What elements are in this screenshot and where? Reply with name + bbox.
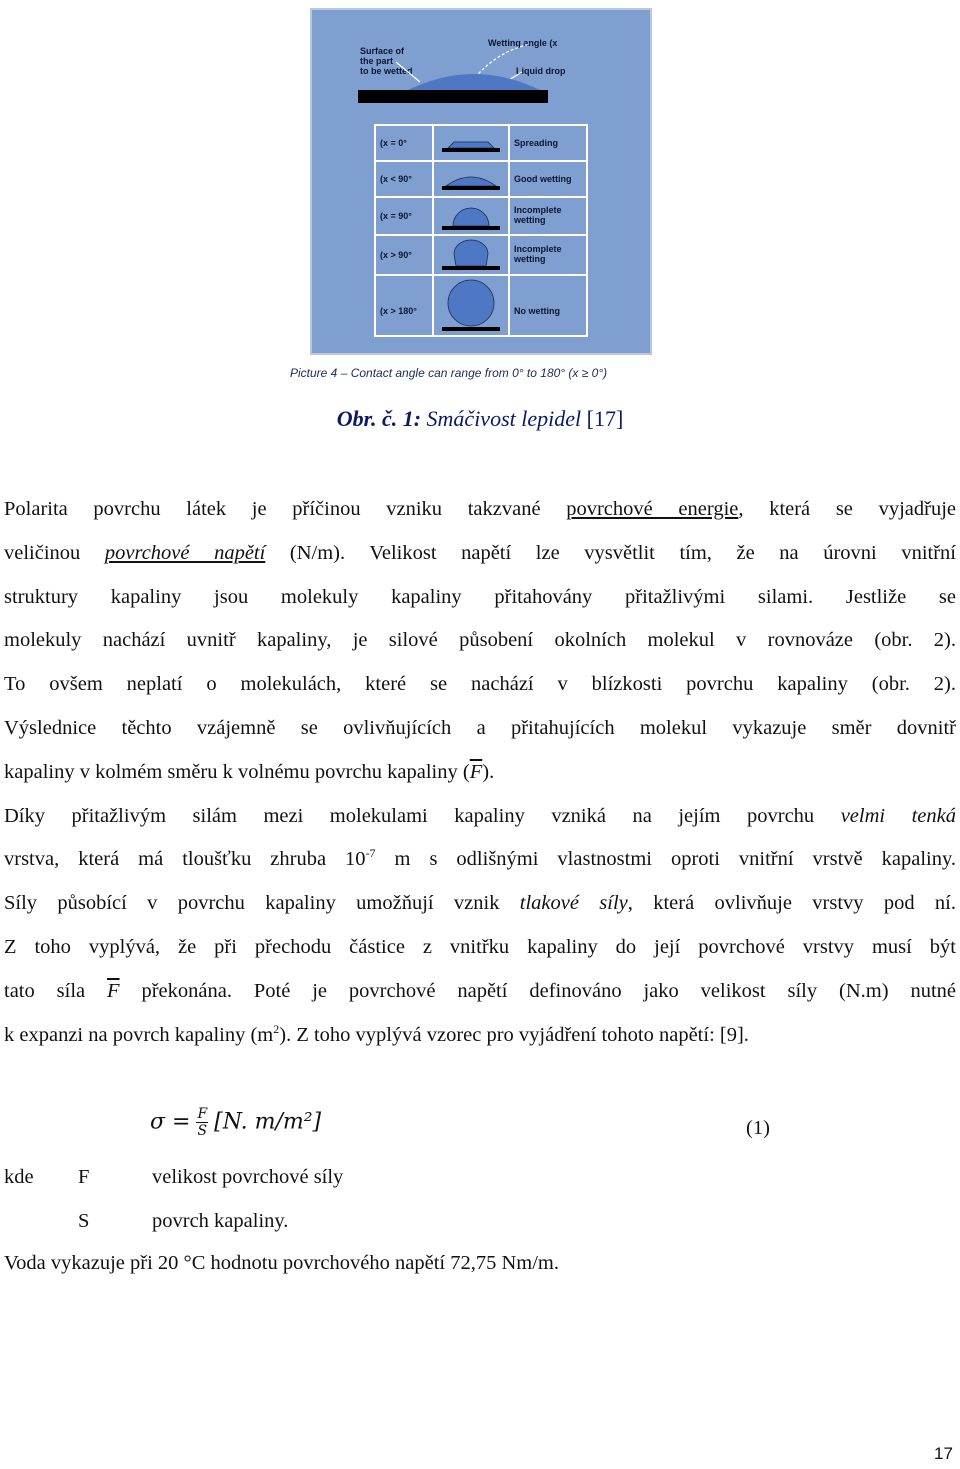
text-run: Díky přitažlivým silám mezi molekulami kapaliny vzniká na jejím povrchu <box>4 804 841 827</box>
surface-tension-formula <box>150 1106 321 1139</box>
paragraph-line: molekuly nachází uvnitř kapaliny, je silové působení okolních molekul v rovnováze (obr. 2). <box>4 629 956 652</box>
angle-text: (x < 90° <box>380 174 412 184</box>
result-text: Spreading <box>514 138 559 148</box>
surface-label-line: to be wetted <box>360 66 413 76</box>
result-line: Incomplete <box>514 205 562 215</box>
force-vector-symbol: $\overline{F}$ <box>469 760 483 783</box>
wetting-row <box>376 276 588 337</box>
text-run: (N/m). Velikost napětí lze vysvětlit tím, že na úrovni vnitřní <box>265 541 956 564</box>
result-line: wetting <box>514 254 546 264</box>
text-run: , která se vyjadřuje <box>738 498 956 520</box>
angle-text: (x > 90° <box>380 250 412 260</box>
drop-spreading-icon <box>434 126 508 160</box>
wetting-row <box>376 236 588 276</box>
angle-text: (x = 0° <box>380 138 407 148</box>
drop-incomplete-wetting-large-icon <box>434 236 508 274</box>
paragraph-line <box>4 1014 956 1058</box>
paragraph-line <box>4 838 956 882</box>
wetting-row <box>376 198 588 236</box>
paragraph-line <box>4 970 956 1014</box>
text-run: tato síla <box>4 979 108 1002</box>
superscript: -7 <box>365 846 376 861</box>
text-run: k expanzi na povrch kapaliny (m <box>4 1023 274 1046</box>
angle-cell <box>376 162 434 196</box>
result-cell <box>510 236 588 274</box>
text-run: ). Z toho vyplývá vzorec pro vyjádření tohoto napětí: [9]. <box>279 1023 749 1046</box>
definition-text: velikost povrchové síly <box>152 1166 344 1188</box>
definition-symbol: F <box>78 1166 90 1188</box>
drop-cell <box>434 236 510 274</box>
paragraph-line <box>4 751 956 795</box>
text-run: překonána. Poté je povrchové napětí definováno jako velikost síly (N.m) nutné <box>119 979 956 1002</box>
water-surface-tension-text: Voda vykazuje při 20 °C hodnotu povrchového napětí 72,75 Nm/m. <box>4 1252 559 1274</box>
text-run: kapaliny v kolmém směru k volnému povrchu kapaliny ( <box>4 760 470 783</box>
drop-cell <box>434 126 510 160</box>
result-text: No wetting <box>514 306 560 316</box>
paragraph-line <box>4 882 956 926</box>
wetting-table <box>374 124 588 337</box>
paragraph-line: struktury kapaliny jsou molekuly kapaliny přitahovány přitažlivými silami. Jestliže se <box>4 585 956 608</box>
angle-cell <box>376 276 434 335</box>
text-run: Síly působící v povrchu kapaliny umožňují vznik <box>4 892 520 915</box>
result-line: wetting <box>514 215 546 225</box>
drop-incomplete-wetting-icon <box>434 198 508 234</box>
figure-title-name: Smáčivost lepidel <box>426 406 582 431</box>
wetting-angle-label: Wetting angle (x <box>488 38 558 48</box>
result-text: Good wetting <box>514 174 572 184</box>
figure-title-ref: [17] <box>586 406 624 431</box>
surface-label-line: Surface of <box>360 46 405 56</box>
angle-text: (x > 180° <box>380 306 417 316</box>
text-run: Polarita povrchu látek je příčinou vzniku takzvané <box>4 498 567 520</box>
paragraph-line: Výslednice těchto vzájemně se ovlivňujících a přitahujících molekul vykazuje směr dovnitř <box>4 716 956 739</box>
underlined-term: povrchové napětí <box>104 541 266 564</box>
underlined-term: povrchové energie <box>566 498 739 520</box>
text-run: , která ovlivňuje vrstvy pod ní. <box>627 892 956 915</box>
drop-cell <box>434 198 510 234</box>
definition-kde: kde <box>4 1166 34 1188</box>
surface-plate <box>358 90 548 103</box>
equation-number: (1) <box>746 1117 770 1139</box>
force-vector-symbol: $\overline{F}$ <box>107 979 120 1002</box>
result-cell <box>510 198 588 234</box>
figure-title-lead: Obr. č. 1: <box>336 406 422 431</box>
result-text <box>514 244 562 264</box>
figure-title <box>0 406 960 432</box>
result-cell <box>510 276 588 335</box>
formula-lhs: σ = <box>150 1109 191 1135</box>
formula-fraction <box>196 1106 208 1139</box>
wetting-row <box>376 126 588 162</box>
drop-no-wetting-icon <box>434 276 508 335</box>
text-run: m s odlišnými vlastnostmi oproti vnitřní vrstvě kapaliny. <box>375 848 956 871</box>
angle-cell <box>376 236 434 274</box>
italic-term: tlakové síly <box>519 892 628 915</box>
paragraph-line <box>4 795 956 839</box>
liquid-drop-shape <box>404 74 544 92</box>
wetting-angle-figure <box>310 8 652 355</box>
wetting-row <box>376 162 588 198</box>
text-run: ). <box>482 760 495 783</box>
fraction-numerator: F <box>197 1106 208 1122</box>
paragraph-line <box>4 488 956 532</box>
result-cell <box>510 126 588 160</box>
result-cell <box>510 162 588 196</box>
text-run: vrstva, která má tloušťku zhruba 10 <box>4 848 366 871</box>
page-number: 17 <box>934 1444 953 1463</box>
result-text <box>514 205 562 225</box>
top-drop-illustration <box>312 10 650 120</box>
paragraph-line: Z toho vyplývá, že při přechodu částice z vnitřku kapaliny do její povrchové vrstvy musí být <box>4 935 956 958</box>
angle-cell <box>376 126 434 160</box>
angle-cell <box>376 198 434 234</box>
liquid-drop-label: Liquid drop <box>516 66 566 76</box>
paragraph-line <box>4 532 956 576</box>
definition-text: povrch kapaliny. <box>152 1210 289 1232</box>
superscript: 2 <box>273 1021 280 1036</box>
drop-cell <box>434 276 510 335</box>
angle-text: (x = 90° <box>380 211 412 221</box>
surface-label-line: the part <box>360 56 394 66</box>
paragraph-line: To ovšem neplatí o molekulách, které se nachází v blízkosti povrchu kapaliny (obr. 2). <box>4 673 956 696</box>
text-run: veličinou <box>4 541 105 564</box>
drop-cell <box>434 162 510 196</box>
italic-term: velmi tenká <box>840 804 956 827</box>
fraction-denominator: S <box>197 1123 208 1139</box>
formula-unit: [N. m/m²] <box>214 1109 322 1135</box>
figure-small-caption: Picture 4 – Contact angle can range from 0° to 180° (x ≥ 0°) <box>290 366 608 380</box>
pointer-line-surface <box>396 62 420 82</box>
body-text <box>4 488 956 1057</box>
drop-good-wetting-icon <box>434 162 508 196</box>
result-line: Incomplete <box>514 244 562 254</box>
definition-symbol: S <box>78 1210 90 1232</box>
